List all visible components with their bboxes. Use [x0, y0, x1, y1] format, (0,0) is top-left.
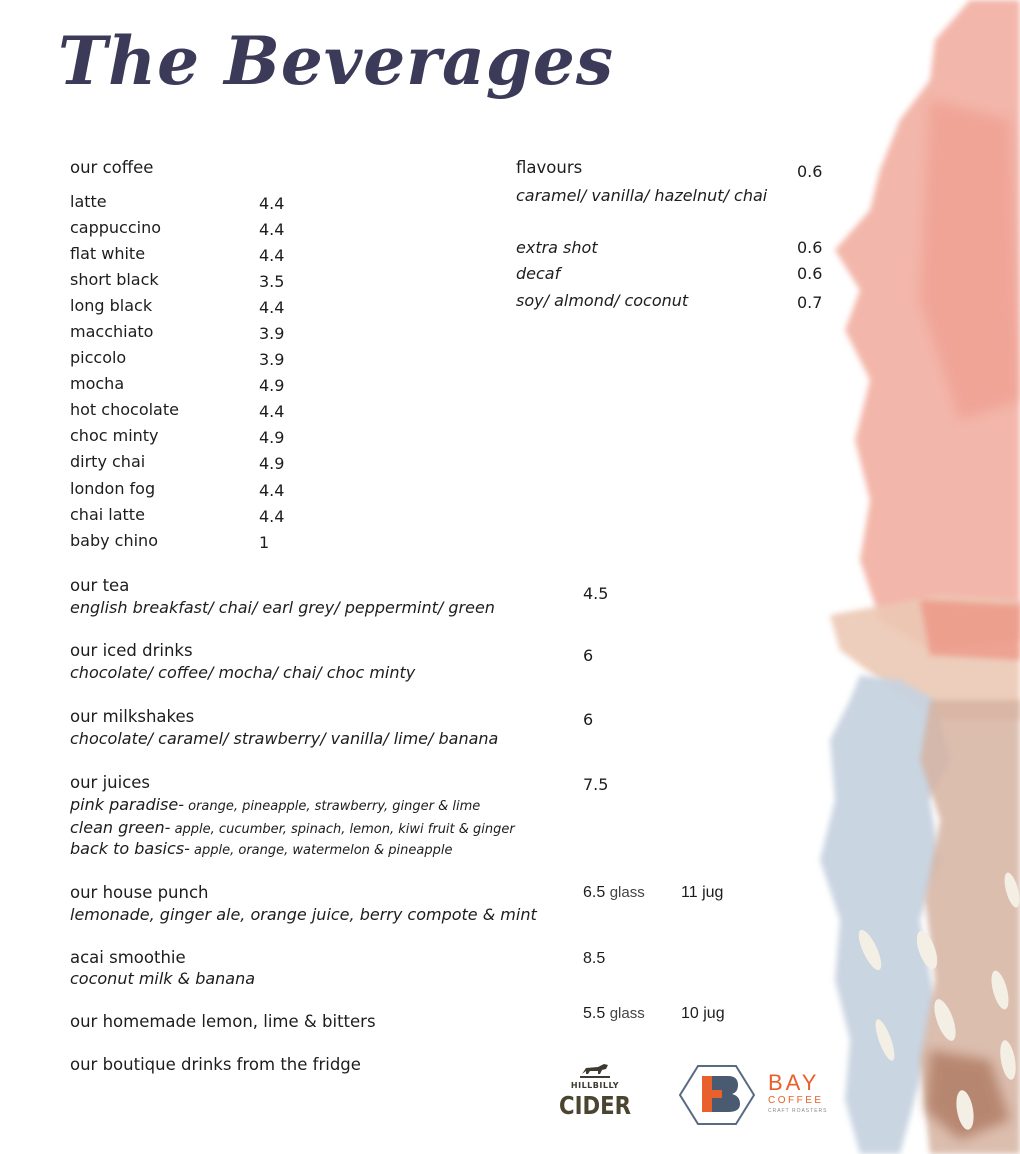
milk-alt-price: 0.7 — [797, 293, 823, 312]
smoothie-price: 8.5 — [583, 950, 606, 967]
bay-logo-tagline: CRAFT ROASTERS — [768, 1108, 828, 1114]
llb-heading: our homemade lemon, lime & bitters — [70, 1012, 376, 1031]
milkshakes-options: chocolate/ caramel/ strawberry/ vanilla/ lime/ banana — [70, 729, 499, 748]
tea-heading: our tea — [70, 576, 130, 595]
decaf-price: 0.6 — [797, 264, 823, 283]
iced-price: 6 — [583, 646, 594, 665]
juice-pink-paradise: pink paradise- orange, pineapple, strawberry, ginger & lime — [70, 795, 481, 814]
dog-icon — [552, 1060, 638, 1082]
cider-logo-top: HILLBILLY — [570, 1081, 620, 1090]
coffee-heading: our coffee — [70, 158, 154, 177]
punch-glass-price: 6.5 glass — [583, 884, 645, 901]
juices-heading: our juices — [70, 773, 151, 792]
list-item: long black 4.4 — [70, 295, 285, 317]
punch-desc: lemonade, ginger ale, orange juice, berry compote & mint — [70, 905, 537, 924]
list-item: short black 3.5 — [70, 269, 285, 291]
bay-logo-line2: COFFEE — [768, 1095, 824, 1106]
list-item: mocha 4.9 — [70, 374, 285, 396]
tea-options: english breakfast/ chai/ earl grey/ peppermint/ green — [70, 598, 495, 617]
iced-heading: our iced drinks — [70, 641, 193, 660]
list-item: choc minty 4.9 — [70, 426, 285, 448]
list-item: baby chino 1 — [70, 530, 270, 552]
extra-shot-label: extra shot — [516, 238, 598, 257]
list-item: piccolo 3.9 — [70, 348, 285, 370]
smoothie-desc: coconut milk & banana — [70, 969, 256, 988]
flavours-heading: flavours — [516, 158, 583, 177]
punch-heading: our house punch — [70, 883, 209, 902]
decaf-label: decaf — [516, 264, 561, 283]
coffee-list — [70, 188, 300, 553]
milkshakes-heading: our milkshakes — [70, 707, 195, 726]
list-item: macchiato 3.9 — [70, 322, 285, 344]
juice-clean-green: clean green- apple, cucumber, spinach, lemon, kiwi fruit & ginger — [70, 818, 515, 837]
extra-shot-price: 0.6 — [797, 238, 823, 257]
bay-coffee-hex-icon — [678, 1062, 758, 1128]
list-item: latte 4.4 — [70, 191, 285, 213]
juices-price: 7.5 — [583, 775, 609, 794]
flavours-options: caramel/ vanilla/ hazelnut/ chai — [516, 186, 768, 205]
boutique-heading: our boutique drinks from the fridge — [70, 1055, 361, 1074]
smoothie-heading: acai smoothie — [70, 948, 186, 967]
milk-alt-label: soy/ almond/ coconut — [516, 291, 689, 310]
bay-coffee-logo — [678, 1062, 838, 1128]
list-item: dirty chai 4.9 — [70, 452, 285, 474]
list-item: london fog 4.4 — [70, 478, 285, 500]
punch-jug-price: 11 jug — [681, 884, 724, 901]
milkshakes-price: 6 — [583, 710, 594, 729]
tea-price: 4.5 — [583, 584, 609, 603]
iced-options: chocolate/ coffee/ mocha/ chai/ choc minty — [70, 663, 416, 682]
list-item: flat white 4.4 — [70, 243, 285, 265]
page-title: The Beverages — [58, 22, 615, 100]
flavours-price: 0.6 — [797, 162, 823, 181]
list-item: hot chocolate 4.4 — [70, 400, 285, 422]
bay-logo-line1: BAY — [768, 1070, 820, 1095]
list-item: chai latte 4.4 — [70, 504, 285, 526]
juice-back-to-basics: back to basics- apple, orange, watermelon & pineapple — [70, 839, 453, 858]
llb-jug-price: 10 jug — [681, 1005, 725, 1022]
cider-logo-main: CIDER — [558, 1091, 632, 1120]
list-item: cappuccino 4.4 — [70, 217, 285, 239]
llb-glass-price: 5.5 glass — [583, 1005, 645, 1022]
hillbilly-cider-logo — [552, 1060, 638, 1124]
